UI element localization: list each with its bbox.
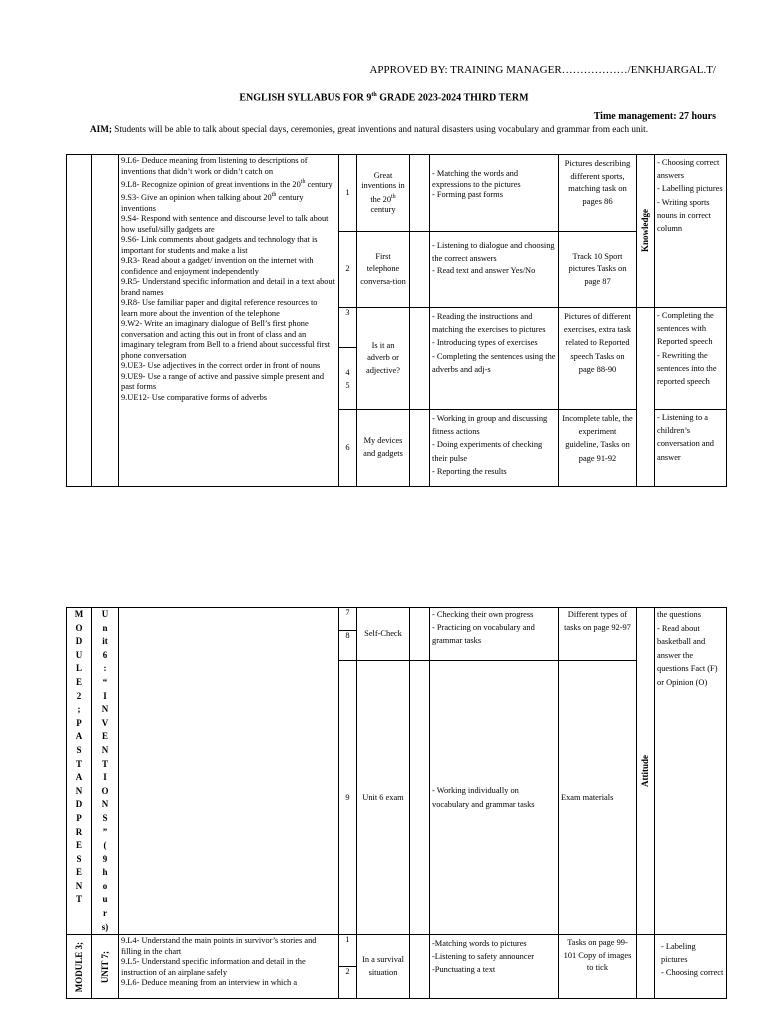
assessment-item: - Choosing correct [661, 968, 724, 978]
assessment-cell [655, 155, 727, 308]
activity: - Matching the words and expressions to the pictures [432, 169, 521, 189]
activities-cell [430, 308, 559, 410]
module-cell-empty [67, 155, 92, 487]
materials-cell: Pictures describing different sports, matching task on pages 86 [559, 155, 637, 232]
activity: - Reporting the results [432, 466, 507, 476]
lesson-number: 4 5 [339, 348, 357, 410]
unit-cell [92, 935, 119, 999]
activity: -Punctuating a text [432, 965, 496, 975]
aim-text: Students will be able to talk about special days, ceremonies, great inventions and natural disasters using vocabulary and grammar from each unit. [111, 124, 648, 134]
lesson-title: First telephone conversa-tion [357, 232, 410, 308]
lesson-number: 1 [339, 155, 357, 232]
assessment-item: - Writing sports nouns in correct column [657, 197, 711, 234]
objective: 9.L5- Understand specific information and detail in the instruction of an airplane safely [121, 957, 306, 977]
syllabus-table-1 [66, 154, 727, 487]
activities-cell [430, 410, 559, 487]
activity: - Checking their own progress [432, 610, 534, 619]
document-title: ENGLISH SYLLABUS FOR 9th GRADE 2023-2024 THIRD TERM [239, 92, 529, 104]
objective: 9.S3- Give an opinion when talking about 20th century inventions [121, 192, 304, 213]
objective: 9.S6- Link comments about gadgets and technology that is important for students and make a list [121, 235, 318, 255]
lesson-number: 2 [339, 967, 357, 999]
lesson-title: In a survival situation [357, 935, 410, 999]
objective: 9.R8- Use familiar paper and digital reference resources to learn more about the invention of the telephone [121, 298, 318, 318]
activities-cell [430, 935, 559, 999]
objective: 9.L6- Deduce meaning from an interview in which a [121, 978, 298, 988]
activities-cell [430, 155, 559, 232]
domain-label-attitude: Attitude [640, 755, 651, 788]
objective: 9.R3- Read about a gadget/ invention on the internet with confidence and enjoyment independently [121, 256, 314, 276]
materials-cell: Exam materials [559, 661, 637, 935]
objective: 9.R5- Understand specific information and detail in a text about brand names [121, 277, 335, 297]
spacer-cell [410, 155, 430, 232]
activity: - Introducing types of exercises [432, 338, 538, 348]
domain-cell [637, 155, 655, 308]
syllabus-table-2 [66, 607, 727, 999]
unit-label: U n it 6 : “ I N V E N T I O N S ” ( 9 h o u r s) [101, 609, 109, 932]
objective: 9.UE3- Use adjectives in the correct order in front of nouns [121, 361, 321, 371]
spacer-cell [410, 410, 430, 487]
materials-cell: Tasks on page 99-101 Copy of images to tick [559, 935, 637, 999]
domain-cell [637, 608, 655, 935]
objective: 9.W2- Write an imaginary dialogue of Bell’s first phone conversation and acting this out in front of class and an imaginary telegram from Bell to a friend about successful first phone conversation [121, 319, 331, 360]
activity: - Forming past forms [432, 190, 503, 199]
module-label: M O D U L E 2 ; P A S T A N D P R E S E N T [74, 609, 84, 905]
module-cell [67, 608, 92, 935]
lesson-number: 8 [339, 631, 357, 661]
activity: - Practicing on vocabulary and grammar tasks [432, 623, 535, 645]
activity: - Reading the instructions and matching the exercises to pictures [432, 312, 546, 335]
spacer-cell [410, 308, 430, 410]
assessment-item: the questions [657, 610, 701, 619]
objective: 9.L4- Understand the main points in survivor’s stories and filling in the chart [121, 936, 317, 956]
materials-cell: Pictures of different exercises, extra task related to Reported speech Tasks on page 88-90 [559, 308, 637, 410]
module-cell [67, 935, 92, 999]
aim-statement [90, 123, 648, 135]
domain-cell-empty [637, 308, 655, 487]
lesson-title: Unit 6 exam [357, 661, 410, 935]
activity: -Listening to safety announcer [432, 952, 535, 962]
spacer-cell [410, 608, 430, 661]
spacer-cell [410, 232, 430, 308]
materials-cell: Track 10 Sport pictures Tasks on page 87 [559, 232, 637, 308]
lesson-number: 1 [339, 935, 357, 967]
assessment-item: - Rewriting the sentences into the reported speech [657, 350, 717, 387]
lesson-title: Great inventions in the 20th century [357, 155, 410, 232]
lesson-title: Is it an adverb or adjective? [357, 308, 410, 410]
materials-cell: Incomplete table, the experiment guideline, Tasks on page 91-92 [559, 410, 637, 487]
lesson-number: 2 [339, 232, 357, 308]
objective: 9.UE9- Use a range of active and passive simple present and past forms [121, 371, 325, 392]
assessment-cell [655, 608, 727, 935]
lesson-title: My devices and gadgets [357, 410, 410, 487]
learning-objectives [119, 155, 339, 487]
materials-cell: Different types of tasks on page 92-97 [559, 608, 637, 661]
activity: - Listening to dialogue and choosing the correct answers [432, 241, 555, 263]
activities-cell [430, 608, 559, 661]
objectives-cell-empty [119, 608, 339, 935]
approval-line: APPROVED BY: TRAINING MANAGER………………/ENKHJARGAL.T/ [369, 64, 716, 76]
objective: 9.L8- Recognize opinion of great inventions in the 20th century [121, 179, 333, 189]
lesson-number: 7 [339, 608, 357, 631]
learning-objectives [119, 935, 339, 999]
domain-label-knowledge: Knowledge [640, 209, 651, 253]
assessment-item: - Labelling pictures [657, 184, 723, 194]
module3-label: MODULE 3; [73, 941, 84, 992]
spacer-cell [410, 935, 430, 999]
activity: - Completing the sentences using the adverbs and adj-s [432, 351, 556, 374]
assessment-item: - Listening to a children’s conversation and answer [657, 413, 714, 462]
time-management: Time management: 27 hours [593, 111, 716, 122]
activity: - Working in group and discussing fitness actions [432, 414, 548, 437]
objective: 9.UE12- Use comparative forms of adverbs [121, 392, 268, 402]
spacer-cell [410, 661, 430, 935]
assessment-cell [655, 935, 727, 999]
assessment-item: - Read about basketball and answer the questions Fact (F) or Opinion (O) [657, 623, 718, 687]
assessment-item: - Choosing correct answers [657, 158, 720, 181]
activity: - Read text and answer Yes/No [432, 266, 536, 276]
lesson-number: 9 [339, 661, 357, 935]
lesson-title: Self-Check [357, 608, 410, 661]
aim-label: AIM; [90, 124, 112, 134]
objective: 9.S4- Respond with sentence and discourse level to talk about how useful/silly gadgets are [121, 214, 329, 234]
activity: -Matching words to pictures [432, 939, 527, 949]
objective: 9.L6- Deduce meaning from listening to descriptions of inventions that didn’t work or didn’t catch on [121, 156, 308, 176]
activities-cell [430, 232, 559, 308]
lesson-number: 6 [339, 410, 357, 487]
assessment-item: - Labeling pictures [661, 942, 696, 965]
domain-cell-empty [637, 935, 655, 999]
assessment-cell [655, 410, 727, 487]
unit-cell-empty [92, 155, 119, 487]
lesson-number: 3 [339, 308, 357, 348]
assessment-item: - Completing the sentences with Reported speech [657, 311, 714, 347]
assessment-cell [655, 308, 727, 410]
activities-cell: - Working individually on vocabulary and grammar tasks [430, 661, 559, 935]
unit-cell [92, 608, 119, 935]
activity: - Doing experiments of checking their pulse [432, 440, 543, 463]
unit7-label: UNIT 7; [99, 950, 110, 983]
